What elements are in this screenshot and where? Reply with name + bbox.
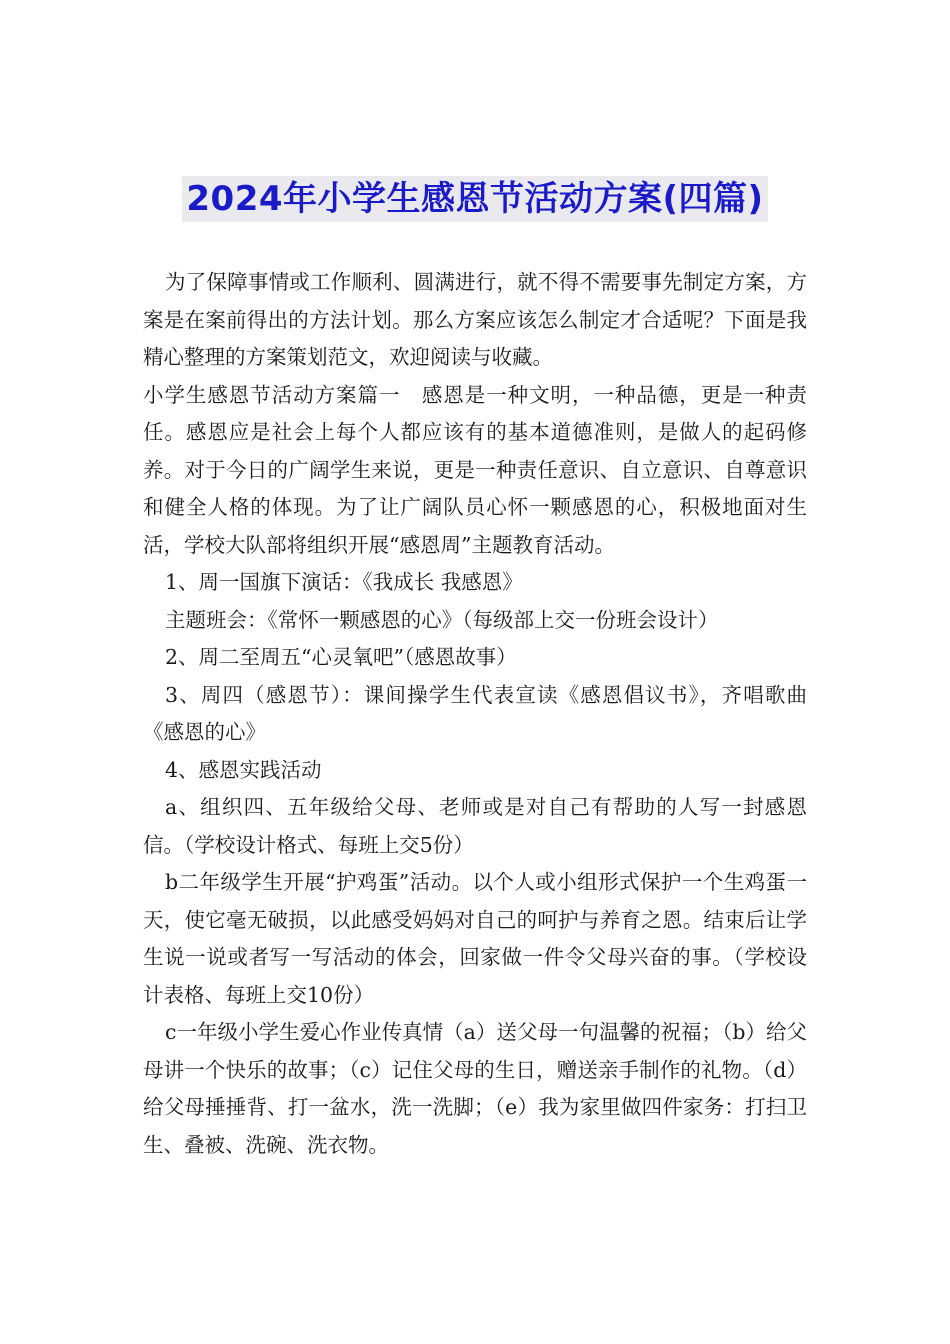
- list-item-class-meeting: 主题班会：《常怀一颗感恩的心》（每级部上交一份班会设计）: [165, 607, 719, 632]
- paragraph-section-one: 小学生感恩节活动方案篇一 感恩是一种文明，一种品德，更是一种责任。感恩应是社会上每个人都应该有的基本道德准则，是做人的起码修养。对于今日的广阔学生来说，更是一种责任意识、自立意识、自尊意识和健全人格的体现。为了让广阔队员心怀一颗感恩的心，积极地面对生活，学校大队部将组织开展“感恩周”主题教育活动。: [143, 382, 807, 557]
- list-item-1: 1、周一国旗下演话：《我成长 我感恩》: [165, 570, 523, 594]
- list-item-b: b二年级学生开展“护鸡蛋”活动。以个人或小组形式保护一个生鸡蛋一天，使它毫无破损，以此感受妈妈对自己的呵护与养育之恩。结束后让学生说一说或者写一写活动的体会，回家做一件令父母兴奋的事。（学校设计表格、每班上交10份）: [143, 870, 807, 1007]
- list-item-c: c一年级小学生爱心作业传真情（a）送父母一句温馨的祝福；（b）给父母讲一个快乐的故事；（c）记住父母的生日，赠送亲手制作的礼物。（d）给父母捶捶背、打一盆水，洗一洗脚；（e）我为家里做四件家务：打扫卫生、叠被、洗碗、洗衣物。: [143, 1020, 807, 1157]
- list-item-3: 3、周四（感恩节）：课间操学生代表宣读《感恩倡议书》，齐唱歌曲《感恩的心》: [143, 682, 807, 744]
- list-item-2: 2、周二至周五“心灵氧吧”（感恩故事）: [165, 645, 517, 669]
- document-body: [143, 264, 807, 1164]
- list-item-4: 4、感恩实践活动: [165, 757, 322, 782]
- paragraph-intro: 为了保障事情或工作顺利、圆满进行，就不得不需要事先制定方案，方案是在案前得出的方法计划。那么方案应该怎么制定才合适呢？下面是我精心整理的方案策划范文，欢迎阅读与收藏。: [143, 270, 807, 369]
- page-title: 2024年小学生感恩节活动方案(四篇): [182, 176, 767, 222]
- list-item-a: a、组织四、五年级给父母、老师或是对自己有帮助的人写一封感恩信。（学校设计格式、每班上交5份）: [143, 795, 807, 857]
- title-container: [0, 176, 950, 222]
